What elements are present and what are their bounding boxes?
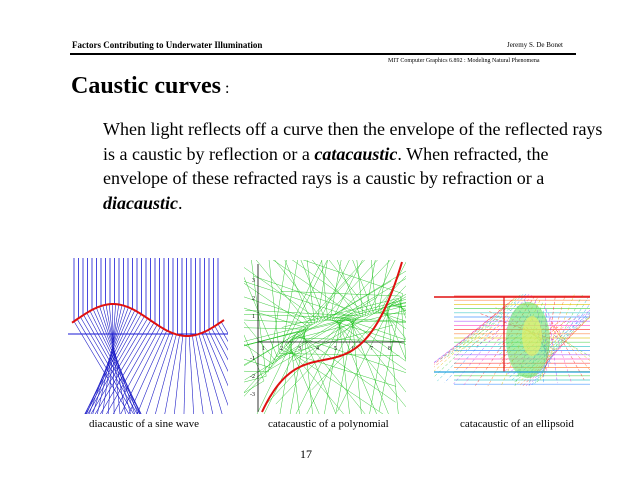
caustic-core	[522, 316, 542, 356]
header-rule	[70, 53, 576, 55]
x-tick-label: 6	[352, 346, 355, 352]
figure-sine-diacaustic	[68, 258, 228, 414]
x-tick-label: 2	[280, 346, 283, 352]
x-tick-label: 8	[388, 346, 391, 352]
sine-curve	[72, 304, 224, 336]
figure-ellipsoid-catacaustic	[434, 260, 590, 414]
caption-polynomial-catacaustic: catacaustic of a polynomial	[268, 418, 389, 430]
ray-bundle	[68, 258, 228, 414]
x-tick-label: 4	[316, 346, 319, 352]
y-tick-label: 1	[252, 314, 255, 320]
header-author: Jeremy S. De Bonet	[507, 41, 563, 49]
term-diacaustic: diacaustic	[103, 192, 178, 213]
header-title: Factors Contributing to Underwater Illumination	[72, 40, 263, 50]
ray-bundle	[244, 260, 406, 414]
y-tick-label: 3	[252, 278, 255, 284]
figure-polynomial-catacaustic	[244, 260, 406, 414]
y-tick-label: -3	[250, 392, 255, 398]
slide-title	[71, 73, 229, 100]
page-number: 17	[300, 447, 312, 461]
x-tick-label: 7	[370, 346, 373, 352]
para-text-1: When light reflects off a curve then the envelope of the reflected rays is a caustic by reflection or a	[103, 119, 603, 164]
slide-title-colon: :	[224, 80, 230, 97]
x-tick-label: 3	[298, 346, 301, 352]
slide-title-text: Caustic curves	[71, 73, 221, 99]
x-tick-label: 5	[334, 346, 337, 352]
x-tick-label: 1	[262, 346, 265, 352]
header-course: MIT Computer Graphics 6.892 : Modeling Natural Phenomena	[388, 58, 540, 64]
caption-sine-diacaustic: diacaustic of a sine wave	[89, 418, 199, 430]
body-paragraph	[103, 117, 603, 215]
y-tick-label: 2	[252, 296, 255, 302]
y-tick-label: -2	[250, 374, 255, 380]
para-text-2: . When refracted, the envelope of these refracted rays is a caustic by refraction or a	[103, 143, 549, 188]
para-text-3: .	[178, 192, 183, 213]
y-tick-label: -1	[250, 356, 255, 362]
term-catacaustic: catacaustic	[314, 143, 398, 164]
caption-ellipsoid-catacaustic: catacaustic of an ellipsoid	[460, 418, 574, 430]
